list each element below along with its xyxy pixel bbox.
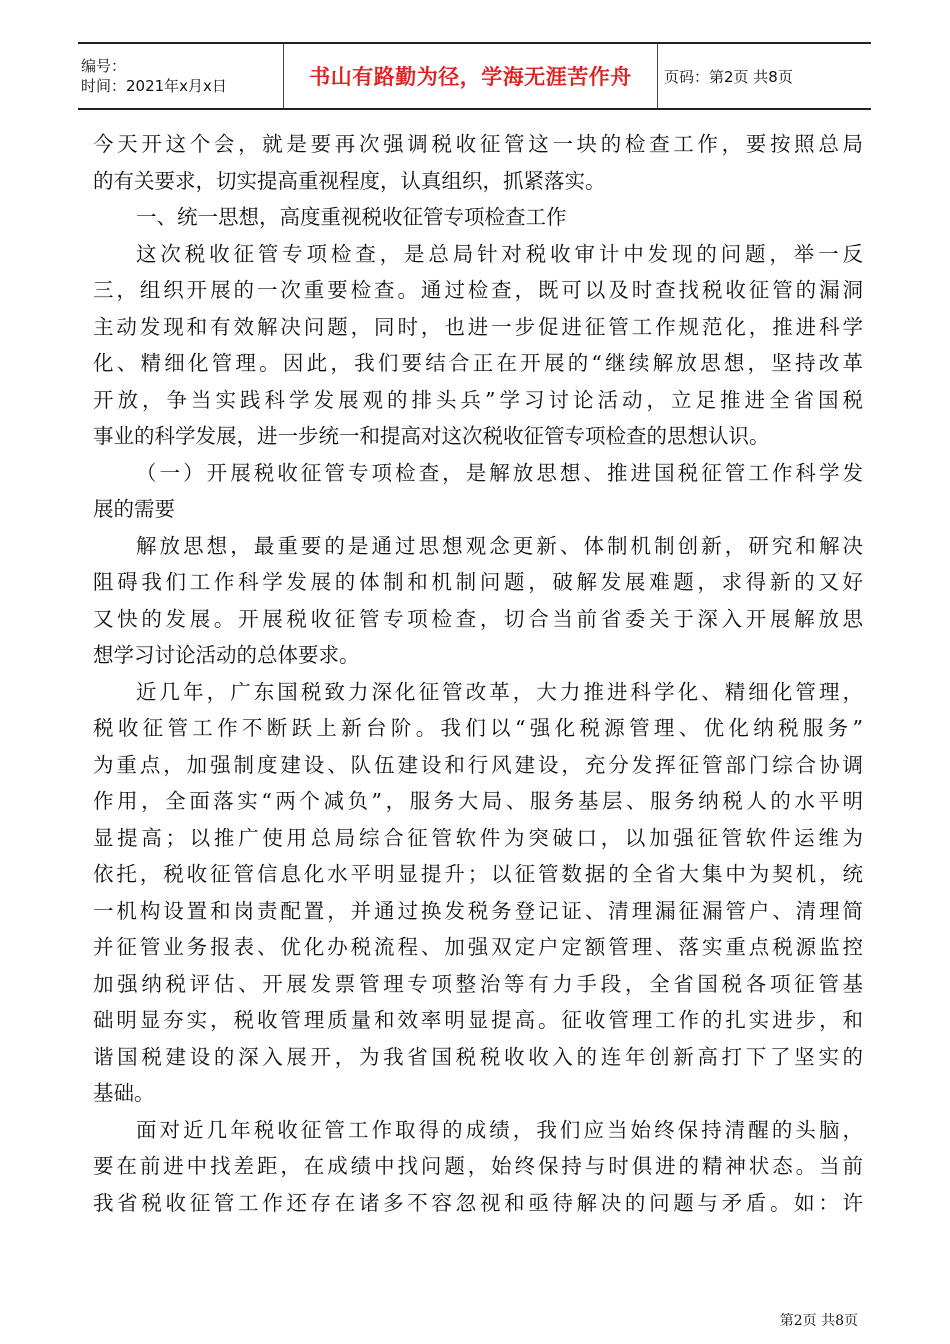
text-line: 要在前进中找差距，在成绩中找问题，始终保持与时俱进的精神状态。当前 (93, 1154, 863, 1178)
text-line: 面对近几年税收征管工作取得的成绩，我们应当始终保持清醒的头脑， (136, 1117, 863, 1142)
text-line: 础明显夯实，税收管理质量和效率明显提高。征收管理工作的扎实进步，和 (93, 1008, 863, 1032)
text-line: 我省税收征管工作还存在诸多不容忽视和亟待解决的问题与矛盾。如：许 (93, 1190, 863, 1215)
text-line: 作用，全面落实“两个减负”，服务大局、服务基层、服务纳税人的水平明 (93, 789, 863, 813)
text-line: 开放，争当实践科学发展观的排头兵”学习讨论活动，立足推进全省国税 (93, 387, 863, 412)
document-body (93, 126, 863, 1221)
text-line: 一机构设置和岗责配置，并通过换发税务登记证、清理漏征漏管户、清理简 (93, 898, 863, 923)
text-line: 想学习讨论活动的总体要求。 (93, 643, 360, 667)
text-line: 谐国税建设的深入展开，为我省国税税收收入的连年创新高打下了坚实的 (93, 1044, 863, 1069)
text-line: 加强纳税评估、开展发票管理专项整治等有力手段，全省国税各项征管基 (93, 971, 863, 996)
text-line: 化、精细化管理。因此，我们要结合正在开展的“继续解放思想，坚持改革 (93, 351, 863, 375)
text-line: 显提高；以推广使用总局综合征管软件为突破口，以加强征管软件运维为 (93, 825, 863, 850)
text-line: 展的需要 (93, 497, 175, 521)
header-motto: 书山有路勤为径，学海无涯苦作舟 (309, 65, 632, 89)
text-line: 又快的发展。开展税收征管专项检查，切合当前省委关于深入开展解放思 (93, 606, 863, 631)
page-header (78, 42, 871, 110)
text-line: 三，组织开展的一次重要检查。通过检查，既可以及时查找税收征管的漏洞 (93, 278, 863, 302)
header-page-cell (658, 44, 871, 108)
text-line: 近几年，广东国税致力深化征管改革，大力推进科学化、精细化管理， (136, 679, 863, 704)
header-page-number: 页码：第2页 共8页 (664, 67, 793, 86)
text-line: 这次税收征管专项检查，是总局针对税收审计中发现的问题，举一反 (136, 241, 863, 266)
text-line: （一）开展税收征管专项检查，是解放思想、推进国税征管工作科学发 (136, 460, 863, 485)
text-line: 并征管业务报表、优化办税流程、加强双定户定额管理、落实重点税源监控 (93, 935, 863, 959)
text-line: 的有关要求，切实提高重视程度，认真组织，抓紧落实。 (93, 168, 606, 193)
text-line: 基础。 (93, 1081, 155, 1105)
text-line: 主动发现和有效解决问题，同时，也进一步促进征管工作规范化，推进科学 (93, 314, 863, 339)
document-date: 时间：2021年x月x日 (81, 77, 227, 95)
text-line: 今天开这个会，就是要再次强调税收征管这一块的检查工作，要按照总局 (93, 132, 863, 156)
header-meta (78, 44, 284, 108)
text-line: 事业的科学发展，进一步统一和提高对这次税收征管专项检查的思想认识。 (93, 424, 770, 448)
document-number: 编号： (81, 57, 127, 75)
page-footer: 第2页 共8页 (779, 1313, 858, 1329)
text-line: 依托，税收征管信息化水平明显提升；以征管数据的全省大集中为契机，统 (93, 862, 863, 886)
text-line: 阻碍我们工作科学发展的体制和机制问题，破解发展难题，求得新的又好 (93, 570, 863, 594)
text-line: 税收征管工作不断跃上新台阶。我们以“强化税源管理、优化纳税服务” (93, 716, 863, 740)
text-line: 为重点，加强制度建设、队伍建设和行风建设，充分发挥征管部门综合协调 (93, 752, 863, 777)
text-line: 解放思想，最重要的是通过思想观念更新、体制机制创新，研究和解决 (136, 533, 863, 558)
text-line: 一、统一思想，高度重视税收征管专项检查工作 (136, 205, 567, 229)
header-motto-cell (284, 44, 658, 108)
